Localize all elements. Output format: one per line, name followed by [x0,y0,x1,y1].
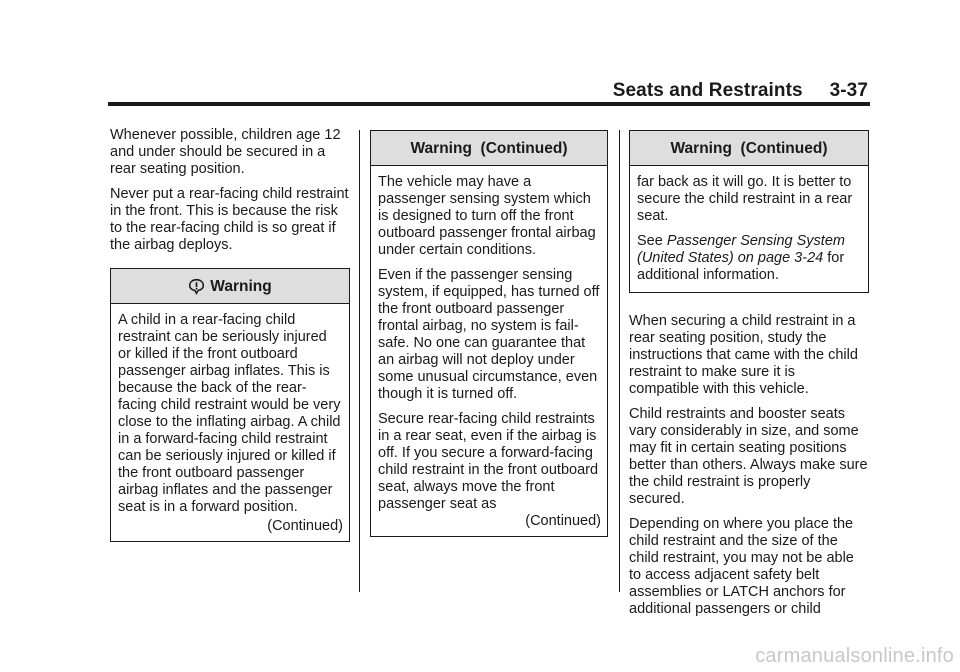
warning-box-3 [629,130,869,293]
continued-label: (Continued) [267,518,343,534]
warning-continued-body [371,166,607,536]
header-rule [108,102,870,106]
warning-continued-body [630,166,868,292]
fail-safe-paragraph: Even if the passenger sensing system, if equipped, has turned off the front outboard passenger frontal airbag, no system is fail-safe. No one can guarantee that an airbag will not deploy under some unusual circumstance, even though it is turned off. [378,267,600,402]
placement-paragraph: Depending on where you place the child restraint and the size of the child restraint, you may not be able to access adjacent safety belt assemblies or LATCH anchors for additional passengers or child [629,516,854,617]
warning-continued-title: Warning (Continued) [410,139,568,157]
column-divider-left [359,130,360,592]
continued-label: (Continued) [525,513,601,529]
booster-seats-paragraph: Child restraints and booster seats vary considerably in size, and some may fit in certain seating positions better than others. Always make sure the child restraint is properly secured. [629,406,868,507]
warning-text: A child in a rear-facing child restraint can be seriously injured or killed if the front outboard passenger airbag inflates. This is because the back of the rear-facing child restraint would be very close to the inflating airbag. A child in a forward-facing child restraint can be seriously injured or killed if the front outboard passenger airbag inflates and the passenger seat is in a forward position. [118,312,341,515]
far-back-paragraph: far back as it will go. It is better to secure the child restraint in a rear seat. [637,174,853,224]
warning-icon [188,278,205,295]
warning-title: Warning [210,277,272,295]
sensing-system-paragraph: The vehicle may have a passenger sensing system which is designed to turn off the front outboard passenger frontal airbag under certain conditions. [378,174,596,258]
page-header-title: Seats and Restraints 3-37 [612,80,868,101]
cross-reference-link[interactable]: Passenger Sensing System (United States) on page 3-24 [637,233,845,266]
rear-facing-paragraph: Never put a rear-facing child restraint in the front. This is because the risk to the rear-facing child is so great if the airbag deploys. [110,186,349,253]
secure-rear-paragraph: Secure rear-facing child restraints in a rear seat, even if the airbag is off. If you secure a forward-facing child restraint in the front outboard seat, always move the front passenger seat as [378,411,599,512]
securing-paragraph: When securing a child restraint in a rear seating position, study the instructions that came with the child restraint to make sure it is compatible with this vehicle. [629,313,858,397]
see-reference-paragraph [637,233,862,284]
column-divider-right [619,130,620,592]
warning-box-2 [370,130,608,537]
warning-box-1 [110,268,350,542]
see-suffix: for additional information. [637,250,845,283]
column-right [629,130,869,626]
intro-paragraph: Whenever possible, children age 12 and under should be secured in a rear seating position. [110,127,341,177]
warning-continued-header [371,131,607,166]
watermark: carmanualsonline.info [755,645,954,667]
warning-header [111,269,349,304]
column-middle [370,130,608,537]
column-left [110,127,350,542]
warning-continued-title: Warning (Continued) [670,139,828,157]
warning-continued-header [630,131,868,166]
warning-body [111,304,349,541]
see-prefix: See [637,233,667,249]
